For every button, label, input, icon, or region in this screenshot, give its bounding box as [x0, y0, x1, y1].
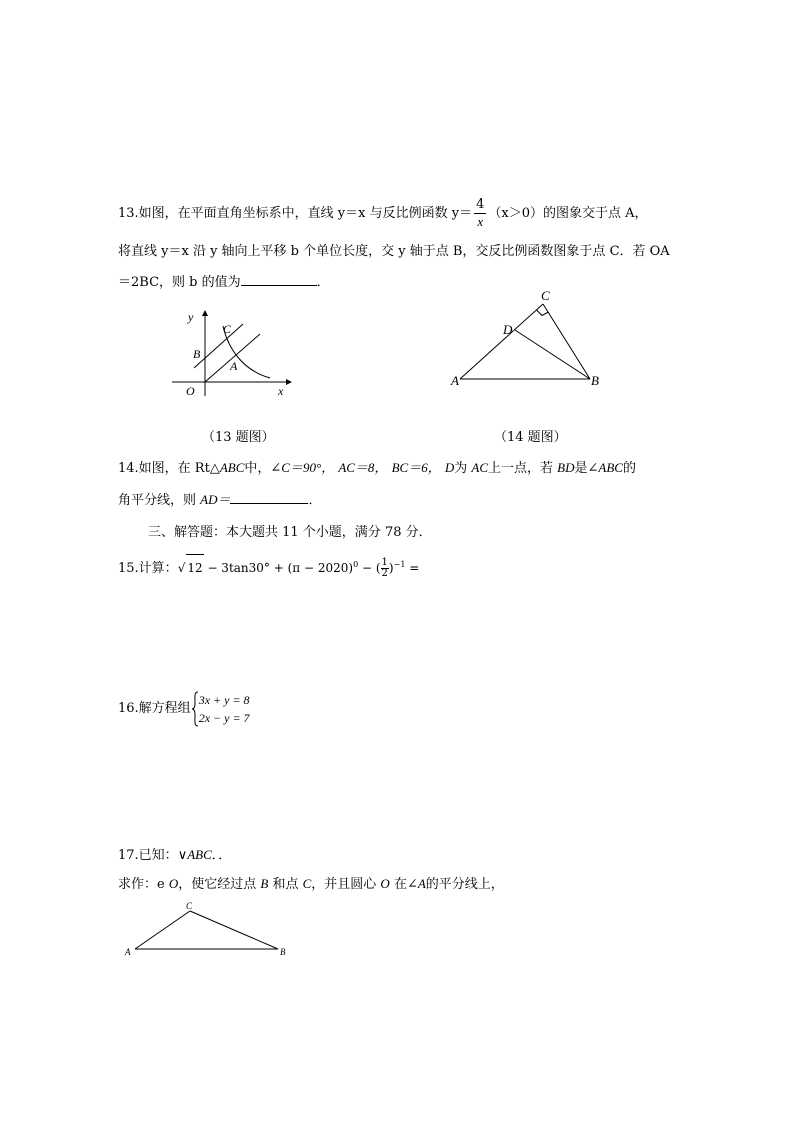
q14-text-2b: ．	[308, 493, 322, 508]
fig14-label-c: C	[541, 288, 550, 303]
section-3-heading: 三、解答题：本大题共 11 个小题，满分 78 分．	[148, 525, 432, 540]
q15-prefix: 15.计算：	[118, 561, 178, 576]
q14-text-2a: 角平分线，则	[118, 493, 201, 508]
q14-text-1b: 中，	[244, 461, 271, 476]
q13-fraction	[474, 197, 486, 230]
q17-angle-a: ∠A	[406, 876, 426, 891]
q15-part1: − 3tan30° + (π − 2020)	[203, 561, 354, 575]
q14-bc: BC＝6，	[391, 460, 441, 475]
q16-system	[191, 691, 250, 727]
q13-text-3b: ．	[316, 275, 330, 290]
q17-text-1a: 17.已知：	[118, 848, 178, 863]
q17-text-1c: ．．	[211, 848, 232, 863]
q17-c: C	[302, 876, 312, 891]
q13-frac-num: 4	[476, 197, 485, 212]
q17-line2	[118, 873, 504, 892]
q14-answer-blank	[230, 491, 308, 504]
fig17-label-a: A	[125, 947, 131, 957]
q14-bd: BD	[557, 460, 575, 475]
q17-text-2j: 在	[389, 877, 407, 892]
q14-angle-c: ∠C＝90°，	[270, 460, 335, 475]
figure-13	[160, 306, 300, 398]
q17-text-2f: 和点	[268, 877, 303, 892]
q14-text-1a: 14.如图，在 Rt	[118, 461, 210, 476]
q14-ac: AC＝8，	[338, 460, 388, 475]
q17-text-2d: ，使它经过点	[178, 877, 261, 892]
q17-triangle: ∨ABC	[177, 847, 212, 862]
fig17-side-bc	[190, 911, 278, 949]
q17-o: O	[168, 876, 179, 891]
q13-text-1b: （x＞0）的图象交于点 A，	[488, 206, 648, 221]
fig17-label-c: C	[186, 901, 193, 911]
fig13-x-arrow	[286, 379, 292, 385]
q13-text-3a: ＝2BC，则 b 的值为	[118, 275, 241, 290]
fig13-label-y: y	[188, 310, 194, 324]
q15-expression: √ $12 - 3\tan 30^\circ + (\pi - 2020)^0$ − ( $\frac{1}{2})^{-1}$ =	[178, 561, 420, 575]
q15-part4: =	[405, 561, 420, 575]
q17-circle-symbol: e	[157, 877, 165, 892]
fig13-label-x: x	[278, 384, 284, 398]
q14-line1	[118, 457, 636, 476]
q13-line1	[118, 197, 648, 231]
q16-line	[118, 690, 250, 728]
q14-text-1e: 是	[574, 461, 588, 476]
q16-equation-1: 3x + y = 8	[198, 692, 250, 707]
q17-text-2l: 的平分线上，	[425, 877, 504, 892]
fig14-bisector-bd	[515, 330, 590, 379]
q16-equation-2: 2x − y = 7	[198, 710, 250, 725]
q14-text-1f: 的	[622, 461, 636, 476]
q14-line2	[118, 489, 322, 508]
fig14-side-ac	[460, 304, 543, 379]
q13-text-1a: 13.如图，在平面直角坐标系中，直线 y＝x 与反比例函数 y＝	[118, 206, 473, 221]
q15-half-den: 2	[381, 568, 388, 579]
caption-13: （13 题图）	[202, 430, 275, 445]
q17-line1	[118, 844, 231, 863]
q15-line	[118, 552, 419, 578]
q17-text-2h: ，并且圆心	[311, 877, 381, 892]
fig17-side-ac	[135, 911, 190, 949]
fig13-label-o: O	[186, 384, 195, 398]
q13-frac-den: x	[477, 214, 484, 229]
q13-line2	[118, 240, 670, 259]
fig13-label-a: A	[230, 359, 238, 373]
q15-part3: )	[388, 561, 394, 575]
q15-sqrt-arg: 12	[186, 554, 203, 581]
fig13-label-b: B	[193, 347, 201, 361]
q14-text-1c: 为	[454, 461, 472, 476]
q17-o2: O	[380, 876, 390, 891]
q14-ac2: AC	[471, 460, 488, 475]
q16-prefix: 16.解方程组	[118, 701, 191, 716]
q14-triangle: △ABC	[209, 460, 245, 475]
q15-half-num: 1	[381, 557, 388, 568]
q17-text-2a: 求作：	[118, 877, 158, 892]
fig17-label-b: B	[280, 947, 286, 957]
caption-14: （14 题图）	[494, 430, 567, 445]
fig13-line-y-eq-x	[205, 334, 260, 382]
fig14-label-d: D	[503, 322, 513, 337]
fig14-side-bc	[543, 304, 590, 379]
q16-brace	[191, 691, 199, 727]
q13-answer-blank	[241, 273, 317, 286]
q15-half	[381, 558, 389, 579]
q14-text-1d: 上一点，若	[488, 461, 558, 476]
figure-17	[118, 898, 298, 962]
figure-14	[448, 286, 608, 396]
q15-exp0: 0	[353, 560, 359, 569]
q15-exp-neg1: −1	[393, 560, 406, 569]
fig13-label-c: C	[223, 322, 232, 336]
q15-part2: − (	[358, 561, 381, 575]
q17-b: B	[260, 876, 269, 891]
q13-text-2: 将直线 y＝x 沿 y 轴向上平移 b 个单位长度，交 y 轴于点 B，交反比例函数图象于点 C．若 OA	[118, 244, 670, 259]
q14-ad: AD＝	[200, 492, 231, 507]
fig14-label-b: B	[591, 373, 599, 388]
fig13-y-arrow	[202, 310, 208, 316]
q13-line3	[118, 271, 330, 290]
fig14-label-a: A	[451, 373, 459, 388]
q14-d: D	[444, 460, 455, 475]
q14-angle-abc: ∠ABC	[587, 460, 623, 475]
